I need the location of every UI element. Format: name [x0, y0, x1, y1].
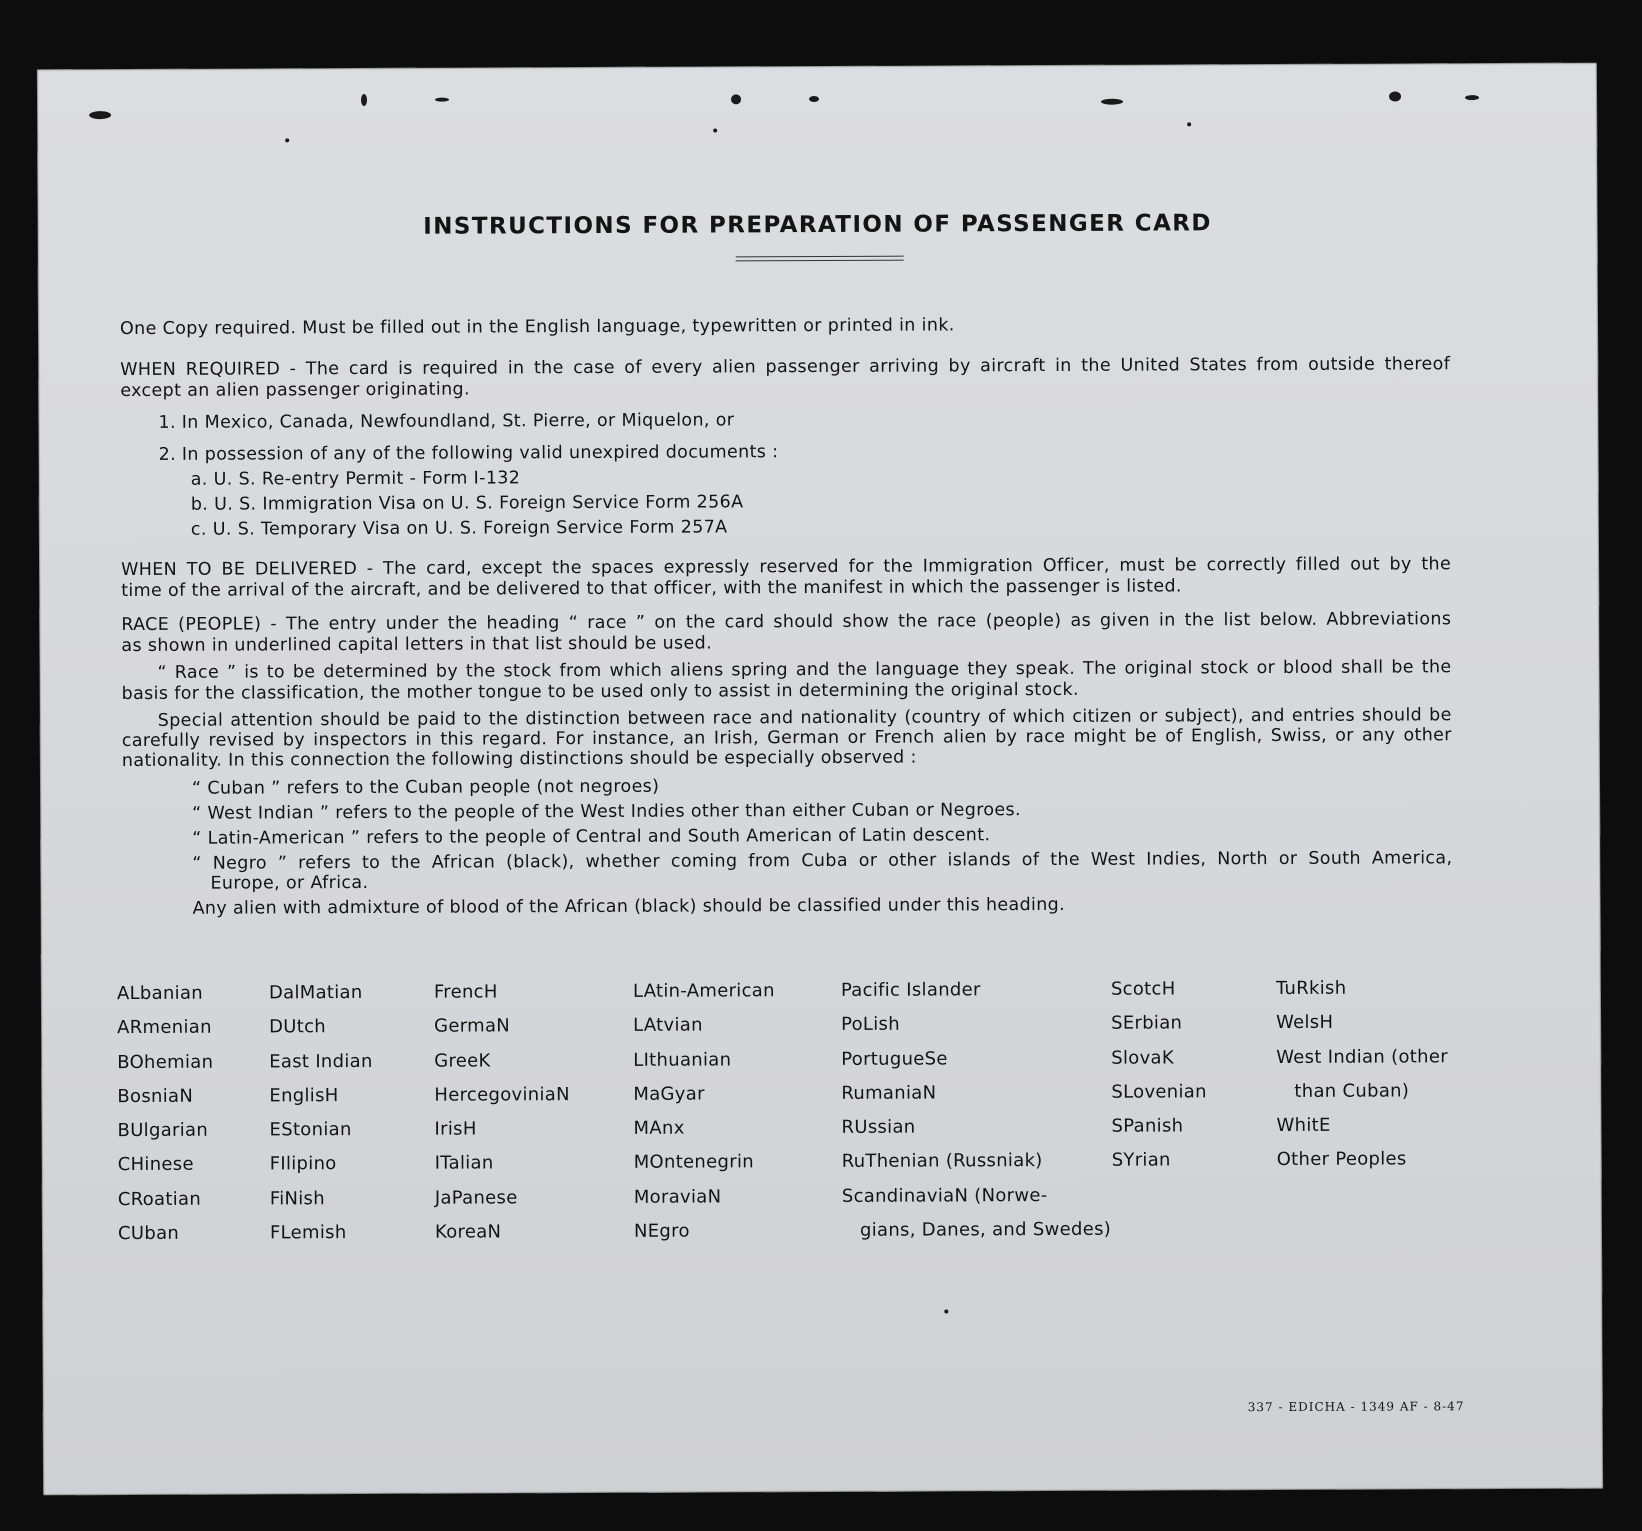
race-list-column-1 [117, 977, 214, 1252]
ink-speck [89, 111, 111, 119]
race-list-item: LAtvian [633, 1014, 703, 1037]
race-list-item: ALbanian [116, 982, 204, 1005]
race-list-item: MAnx [633, 1117, 685, 1140]
distinction-cuban: “ Cuban ” refers to the Cuban people (not negroes) [191, 776, 660, 799]
distinction-west-indian: “ West Indian ” refers to the people of the West Indies other than either Cuban or Negroes. [192, 800, 1021, 824]
race-list-item: KoreaN [434, 1221, 502, 1243]
race-list-item: SYrian [1111, 1149, 1171, 1172]
race-list-item: Pacific Islander [840, 979, 981, 1001]
ink-speck [1101, 99, 1123, 105]
title-rule [736, 260, 904, 262]
form-number: 337 - EDICHA - 1349 AF - 8-47 [1247, 1399, 1465, 1415]
race-list-item: GermaN [434, 1015, 511, 1037]
race-list-item: FLemish [269, 1222, 347, 1244]
race-list-item: RumaniaN [841, 1082, 937, 1104]
race-list-item: FIlipino [269, 1153, 337, 1175]
race-list-item: ARmenian [117, 1016, 212, 1039]
race-list-column-4 [633, 974, 776, 1249]
race-paragraph-1-line-1: RACE (PEOPLE) - The entry under the heading “ race ” on the card should show the race (people) as given in the list below. Abbreviations [121, 609, 1452, 636]
document-item-a: a. U. S. Re-entry Permit - Form I-132 [190, 468, 521, 490]
when-required-line-1: WHEN REQUIRED - The card is required in the case of every alien passenger arriving by aircraft in the United States from outside thereof [120, 354, 1451, 381]
race-list-item: FiNish [269, 1187, 325, 1210]
ink-speck [285, 138, 289, 142]
document-item-b: b. U. S. Immigration Visa on U. S. Foreign Service Form 256A [190, 492, 744, 515]
race-list-item: RuThenian (Russniak) [841, 1150, 1043, 1173]
race-list-item: SPanish [1111, 1115, 1184, 1137]
race-list-item: CUban [117, 1222, 180, 1245]
race-list-item: LIthuanian [633, 1048, 732, 1071]
race-list-item: ITalian [434, 1152, 494, 1175]
race-list-item: BosniaN [117, 1085, 194, 1107]
race-list-item: SlovaK [1111, 1047, 1174, 1069]
race-list-column-6 [1111, 972, 1207, 1178]
race-paragraph-3-line-2: carefully revised by inspectors in this regard. For instance, an Irish, German or French alien by race might be of English, Swiss, or any other [121, 725, 1452, 752]
race-list-item: TuRkish [1275, 977, 1347, 1000]
race-paragraph-3-line-1: Special attention should be paid to the distinction between race and nationality (country of which citizen or subject), and entries should be [157, 705, 1452, 731]
race-list-item: West Indian (other [1276, 1045, 1448, 1068]
when-delivered-line-2: time of the arrival of the aircraft, and be delivered to that officer, with the manifest in which the passenger is listed. [121, 576, 1182, 602]
title-rule [736, 256, 904, 258]
ink-speck [1465, 95, 1479, 100]
race-list-item: WhitE [1276, 1114, 1331, 1137]
race-list-item: JaPanese [434, 1187, 518, 1209]
distinction-negro-line-2: Europe, or Africa. [210, 872, 369, 894]
document-item-c: c. U. S. Temporary Visa on U. S. Foreign Service Form 257A [190, 517, 728, 540]
race-list-item: SLovenian [1111, 1081, 1207, 1103]
when-delivered-line-1: WHEN TO BE DELIVERED - The card, except the spaces expressly reserved for the Immigration Officer, must be correctly filled out by the [121, 554, 1452, 581]
distinction-negro-line-1: “ Negro ” refers to the African (black), whether coming from Cuba or other islands of the West Indies, North or South America, [192, 848, 1453, 874]
race-list-item: WelsH [1276, 1012, 1334, 1034]
race-list-item: MoraviaN [633, 1186, 722, 1208]
race-list-column-3 [434, 975, 571, 1250]
ink-speck [435, 98, 449, 102]
race-list-item: RUssian [841, 1116, 916, 1139]
race-list-item: NEgro [633, 1220, 690, 1242]
race-list-item: CHinese [117, 1154, 194, 1176]
race-paragraph-2-line-1: “ Race ” is to be determined by the stock from which aliens spring and the language they speak. The original stock or blood shall be the [157, 657, 1452, 683]
race-paragraph-1-line-2: as shown in underlined capital letters in that list should be used. [121, 633, 713, 657]
distinction-latin-american: “ Latin-American ” refers to the people of Central and South American of Latin descent. [192, 825, 991, 849]
race-list-item: DUtch [269, 1016, 327, 1038]
race-list-item: LAtin-American [632, 980, 775, 1002]
ink-speck [713, 128, 717, 132]
race-list-item: BUlgarian [117, 1119, 209, 1142]
instruction-sheet [37, 63, 1603, 1496]
race-list-item: ScandinaviaN (Norwe- [841, 1184, 1048, 1207]
race-list-item: CRoatian [117, 1188, 202, 1210]
race-list-column-5 [841, 973, 1111, 1249]
when-required-item-2: 2. In possession of any of the following valid unexpired documents : [158, 442, 779, 465]
race-paragraph-2-line-2: basis for the classification, the mother tongue to be used only to assist in determining the original stock. [121, 679, 1079, 705]
ink-speck [1389, 91, 1401, 101]
race-list-item: SErbian [1111, 1012, 1183, 1035]
race-list-item: DalMatian [268, 981, 363, 1004]
race-paragraph-3-line-3: nationality. In this connection the following distinctions should be especially observed : [121, 747, 917, 772]
race-list-item: PoLish [841, 1013, 900, 1036]
ink-speck [361, 94, 367, 106]
race-list-item: FrencH [433, 981, 498, 1003]
ink-speck [944, 1309, 948, 1313]
race-list-item: MOntenegrin [633, 1151, 754, 1174]
when-required-item-1: 1. In Mexico, Canada, Newfoundland, St. Pierre, or Miquelon, or [158, 410, 735, 433]
ink-speck [1187, 122, 1191, 126]
race-list-column-7 [1276, 971, 1449, 1178]
race-list-item: Other Peoples [1276, 1148, 1407, 1171]
race-list-item: gians, Danes, and Swedes) [859, 1218, 1112, 1241]
race-list-item: EnglisH [269, 1084, 339, 1107]
race-list-item: East Indian [269, 1050, 373, 1072]
when-required-line-2: except an alien passenger originating. [120, 379, 470, 402]
race-list-column-2 [269, 976, 374, 1251]
ink-speck [731, 94, 741, 104]
page-title: INSTRUCTIONS FOR PREPARATION OF PASSENGER CARD [423, 210, 1212, 240]
race-list-item: GreeK [434, 1050, 491, 1072]
ink-speck [809, 96, 819, 102]
race-list-item: ScotcH [1110, 978, 1176, 1000]
race-list-item: IrisH [434, 1118, 477, 1140]
race-list-item: than Cuban) [1294, 1080, 1410, 1102]
race-list-item: MaGyar [633, 1083, 705, 1105]
race-list-item: PortugueSe [841, 1048, 948, 1070]
race-list-item: BOhemian [117, 1051, 214, 1073]
race-list-item: HercegoviniaN [434, 1083, 570, 1106]
admixture-note: Any alien with admixture of blood of the African (black) should be classified under this heading. [192, 894, 1066, 919]
race-list-item: EStonian [269, 1119, 352, 1141]
intro-text: One Copy required. Must be filled out in the English language, typewritten or printed in ink. [119, 315, 955, 340]
